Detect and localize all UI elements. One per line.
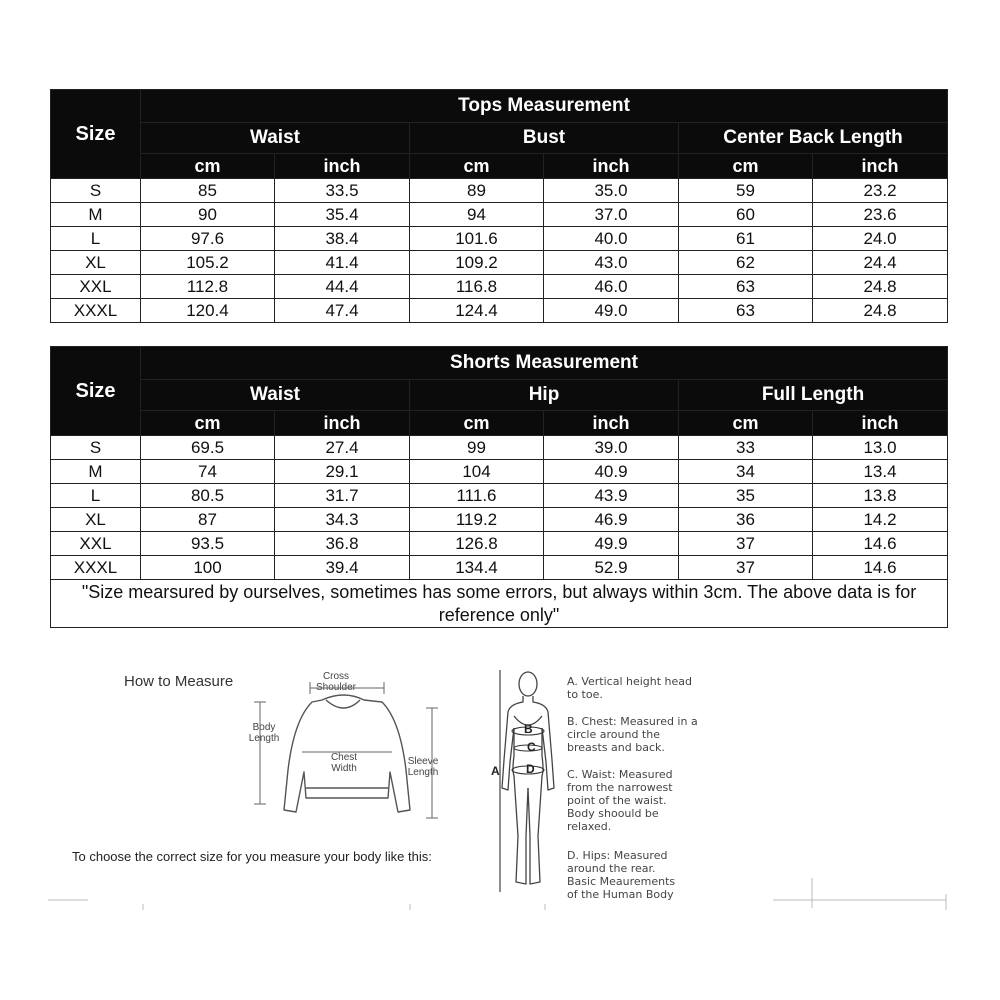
unit-header: cm <box>141 154 275 179</box>
size-label-cell: XXL <box>51 532 141 556</box>
measurement-cell: 97.6 <box>141 227 275 251</box>
unit-header: cm <box>679 411 813 436</box>
table-row <box>51 532 948 556</box>
size-label-cell: XXXL <box>51 556 141 580</box>
measurement-cell: 93.5 <box>141 532 275 556</box>
table-row <box>51 275 948 299</box>
table-row <box>51 203 948 227</box>
measurement-cell: 80.5 <box>141 484 275 508</box>
measurement-cell: 100 <box>141 556 275 580</box>
how-to-measure-title: How to Measure <box>124 673 234 690</box>
tops-table-body <box>51 179 948 323</box>
measurement-cell: 52.9 <box>544 556 679 580</box>
measurement-cell: 36 <box>679 508 813 532</box>
measurement-cell: 23.6 <box>813 203 948 227</box>
measurement-cell: 40.0 <box>544 227 679 251</box>
unit-header: cm <box>141 411 275 436</box>
measurement-cell: 31.7 <box>275 484 410 508</box>
measurement-cell: 85 <box>141 179 275 203</box>
measurement-cell: 63 <box>679 275 813 299</box>
size-label-cell: S <box>51 436 141 460</box>
measurement-cell: 35 <box>679 484 813 508</box>
table-row <box>51 460 948 484</box>
measurement-cell: 111.6 <box>410 484 544 508</box>
cross-shoulder-label: Cross Shoulder <box>315 671 357 693</box>
measurement-cell: 14.2 <box>813 508 948 532</box>
table-row <box>51 251 948 275</box>
sweater-diagram <box>240 660 460 840</box>
measurement-cell: 37 <box>679 556 813 580</box>
legend-item-a: A. Vertical height head to toe. <box>567 675 693 701</box>
measurement-cell: 119.2 <box>410 508 544 532</box>
size-label-cell: XXXL <box>51 299 141 323</box>
measurement-cell: 24.8 <box>813 275 948 299</box>
measurement-cell: 39.4 <box>275 556 410 580</box>
legend-item-d: D. Hips: Measured around the rear. Basic Meaurements of the Human Body <box>567 849 676 901</box>
measurement-cell: 47.4 <box>275 299 410 323</box>
measurement-cell: 24.8 <box>813 299 948 323</box>
table-row <box>51 227 948 251</box>
size-label-cell: M <box>51 460 141 484</box>
tops-title: Tops Measurement <box>141 90 948 123</box>
measurement-cell: 38.4 <box>275 227 410 251</box>
measurement-cell: 37 <box>679 532 813 556</box>
measurement-cell: 60 <box>679 203 813 227</box>
measurement-cell: 101.6 <box>410 227 544 251</box>
measurement-cell: 124.4 <box>410 299 544 323</box>
measurement-cell: 99 <box>410 436 544 460</box>
choose-size-instruction: To choose the correct size for you measure your body like this: <box>72 849 432 864</box>
measurement-cell: 90 <box>141 203 275 227</box>
size-label-cell: L <box>51 484 141 508</box>
size-label-cell: XL <box>51 508 141 532</box>
measurement-cell: 74 <box>141 460 275 484</box>
marker-a: A <box>491 764 500 778</box>
size-label-cell: L <box>51 227 141 251</box>
unit-header: cm <box>410 411 544 436</box>
table-row <box>51 508 948 532</box>
shorts-group-full-length: Full Length <box>679 380 948 411</box>
shorts-size-table <box>50 346 948 628</box>
measurement-cell: 13.8 <box>813 484 948 508</box>
measurement-cell: 44.4 <box>275 275 410 299</box>
tops-group-bust: Bust <box>410 123 679 154</box>
measurement-cell: 39.0 <box>544 436 679 460</box>
measurement-cell: 94 <box>410 203 544 227</box>
shorts-size-header: Size <box>51 347 141 436</box>
measurement-cell: 43.0 <box>544 251 679 275</box>
measurement-cell: 35.4 <box>275 203 410 227</box>
measurement-cell: 87 <box>141 508 275 532</box>
measurement-cell: 40.9 <box>544 460 679 484</box>
legend-item-c: C. Waist: Measured from the narrowest point of the waist. Body shoould be relaxed. <box>567 768 673 833</box>
sleeve-length-label: Sleeve Length <box>407 756 439 778</box>
human-body-diagram <box>488 664 568 900</box>
measurement-cell: 13.4 <box>813 460 948 484</box>
measurement-cell: 89 <box>410 179 544 203</box>
measurement-cell: 33.5 <box>275 179 410 203</box>
measurement-cell: 23.2 <box>813 179 948 203</box>
measurement-cell: 59 <box>679 179 813 203</box>
body-length-label: Body Length <box>248 722 280 744</box>
measurement-cell: 27.4 <box>275 436 410 460</box>
unit-header: inch <box>275 154 410 179</box>
measurement-cell: 36.8 <box>275 532 410 556</box>
measurement-cell: 14.6 <box>813 532 948 556</box>
measurement-cell: 61 <box>679 227 813 251</box>
measurement-cell: 14.6 <box>813 556 948 580</box>
unit-header: inch <box>275 411 410 436</box>
legend-item-b: B. Chest: Measured in a circle around the breasts and back. <box>567 715 698 754</box>
unit-header: inch <box>544 411 679 436</box>
bottom-divider <box>48 876 950 912</box>
unit-header: inch <box>813 154 948 179</box>
measurement-cell: 104 <box>410 460 544 484</box>
shorts-group-hip: Hip <box>410 380 679 411</box>
measurement-cell: 24.4 <box>813 251 948 275</box>
unit-header: inch <box>813 411 948 436</box>
measurement-cell: 63 <box>679 299 813 323</box>
measurement-cell: 109.2 <box>410 251 544 275</box>
measurement-cell: 49.9 <box>544 532 679 556</box>
measurement-cell: 37.0 <box>544 203 679 227</box>
measurement-cell: 126.8 <box>410 532 544 556</box>
table-row <box>51 299 948 323</box>
marker-d: D <box>526 762 535 776</box>
measurement-cell: 49.0 <box>544 299 679 323</box>
tops-group-waist: Waist <box>141 123 410 154</box>
size-label-cell: S <box>51 179 141 203</box>
measurement-cell: 120.4 <box>141 299 275 323</box>
marker-c: C <box>527 740 536 754</box>
measurement-cell: 69.5 <box>141 436 275 460</box>
measurement-cell: 33 <box>679 436 813 460</box>
measurement-cell: 13.0 <box>813 436 948 460</box>
shorts-table-body <box>51 436 948 580</box>
measurement-cell: 41.4 <box>275 251 410 275</box>
measurement-cell: 116.8 <box>410 275 544 299</box>
measurement-cell: 105.2 <box>141 251 275 275</box>
shorts-group-waist: Waist <box>141 380 410 411</box>
table-row <box>51 556 948 580</box>
chest-width-label: Chest Width <box>322 752 366 774</box>
size-disclaimer-note: "Size mearsured by ourselves, sometimes has some errors, but always within 3cm. The above data is for reference only" <box>51 580 948 628</box>
unit-header: inch <box>544 154 679 179</box>
measurement-cell: 35.0 <box>544 179 679 203</box>
measurement-cell: 34 <box>679 460 813 484</box>
measurement-cell: 134.4 <box>410 556 544 580</box>
tops-size-table <box>50 89 948 323</box>
table-row <box>51 436 948 460</box>
shorts-title: Shorts Measurement <box>141 347 948 380</box>
measurement-cell: 34.3 <box>275 508 410 532</box>
size-label-cell: XXL <box>51 275 141 299</box>
tops-size-header: Size <box>51 90 141 179</box>
measurement-cell: 46.0 <box>544 275 679 299</box>
tops-group-center-back-length: Center Back Length <box>679 123 948 154</box>
unit-header: cm <box>679 154 813 179</box>
marker-b: B <box>524 722 533 736</box>
measurement-cell: 24.0 <box>813 227 948 251</box>
table-row <box>51 179 948 203</box>
measurement-cell: 29.1 <box>275 460 410 484</box>
measurement-cell: 43.9 <box>544 484 679 508</box>
unit-header: cm <box>410 154 544 179</box>
size-label-cell: XL <box>51 251 141 275</box>
table-row <box>51 484 948 508</box>
measurement-cell: 46.9 <box>544 508 679 532</box>
size-label-cell: M <box>51 203 141 227</box>
measurement-cell: 112.8 <box>141 275 275 299</box>
measurement-cell: 62 <box>679 251 813 275</box>
